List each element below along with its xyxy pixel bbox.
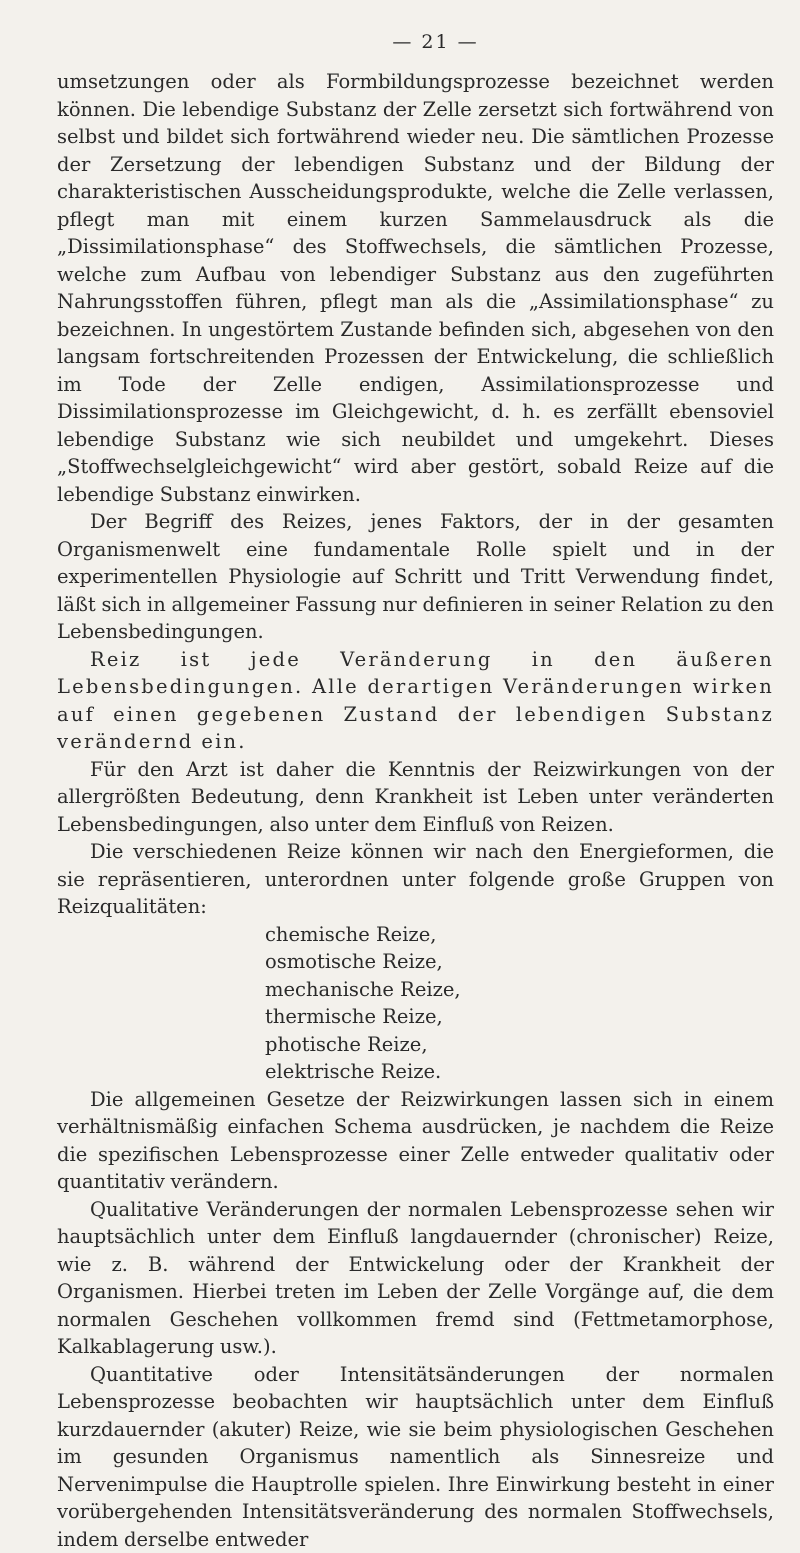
list-item: mechanische Reize, — [265, 976, 774, 1004]
paragraph: Der Begriff des Reizes, jenes Faktors, der in der gesamten Organismenwelt eine fundamentale Rolle spielt und in der experimentellen Physiologie auf Schritt und Tritt Verwendung findet, läßt sich in allgemeiner Fassung nur definieren in seiner Relation zu den Lebensbedingungen. — [57, 508, 774, 646]
paragraph: Die allgemeinen Gesetze der Reizwirkungen lassen sich in einem verhältnismäßig einfachen Schema ausdrücken, je nachdem die Reize die spezifischen Lebensprozesse einer Zelle entweder qualitativ oder quantitativ verändern. — [57, 1086, 774, 1196]
paragraph: Die verschiedenen Reize können wir nach den Energieformen, die sie repräsentieren, unterordnen unter folgende große Gruppen von Reizqualitäten: — [57, 838, 774, 921]
body-text — [57, 68, 774, 1553]
paragraph-emphasized: Reiz ist jede Veränderung in den äußeren Lebensbedingungen. Alle derartigen Veränderungen wirken auf einen gegebenen Zustand der lebendigen Substanz verändernd ein. — [57, 646, 774, 756]
page-number: — 21 — — [57, 28, 774, 56]
paragraph: Für den Arzt ist daher die Kenntnis der Reizwirkungen von der allergrößten Bedeutung, denn Krankheit ist Leben unter veränderten Lebensbedingungen, also unter dem Einfluß von Reizen. — [57, 756, 774, 839]
paragraph: Qualitative Veränderungen der normalen Lebensprozesse sehen wir hauptsächlich unter dem Einfluß langdauernder (chronischer) Reize, wie z. B. während der Entwickelung oder der Krankheit der Organismen. Hierbei treten im Leben der Zelle Vorgänge auf, die dem normalen Geschehen vollkommen fremd sind (Fettmetamorphose, Kalkablagerung usw.). — [57, 1196, 774, 1361]
paragraph: umsetzungen oder als Formbildungsprozesse bezeichnet werden können. Die lebendige Substanz der Zelle zersetzt sich fortwährend von selbst und bildet sich fortwährend wieder neu. Die sämtlichen Prozesse der Zersetzung der lebendigen Substanz und der Bildung der charakteristischen Ausscheidungsprodukte, welche die Zelle verlassen, pflegt man mit einem kurzen Sammelausdruck als die „Dissimilationsphase“ des Stoffwechsels, die sämtlichen Prozesse, welche zum Aufbau von lebendiger Substanz aus den zugeführten Nahrungsstoffen führen, pflegt man als die „Assimilationsphase“ zu bezeichnen. In ungestörtem Zustande befinden sich, abgesehen von den langsam fortschreitenden Prozessen der Entwickelung, die schließlich im Tode der Zelle endigen, Assimilationsprozesse und Dissimilationsprozesse im Gleichgewicht, d. h. es zerfällt ebensoviel lebendige Substanz wie sich neubildet und umgekehrt. Dieses „Stoffwechselgleichgewicht“ wird aber gestört, sobald Reize auf die lebendige Substanz einwirken. — [57, 68, 774, 508]
list-item: chemische Reize, — [265, 921, 774, 949]
list-item: thermische Reize, — [265, 1003, 774, 1031]
list-item: photische Reize, — [265, 1031, 774, 1059]
list-item: elektrische Reize. — [265, 1058, 774, 1086]
stimulus-list — [57, 921, 774, 1086]
paragraph: Quantitative oder Intensitätsänderungen der normalen Lebensprozesse beobachten wir hauptsächlich unter dem Einfluß kurzdauernder (akuter) Reize, wie sie beim physiologischen Geschehen im gesunden Organismus namentlich als Sinnesreize und Nervenimpulse die Hauptrolle spielen. Ihre Einwirkung besteht in einer vorübergehenden Intensitätsveränderung des normalen Stoffwechsels, indem derselbe entweder — [57, 1361, 774, 1553]
list-item: osmotische Reize, — [265, 948, 774, 976]
